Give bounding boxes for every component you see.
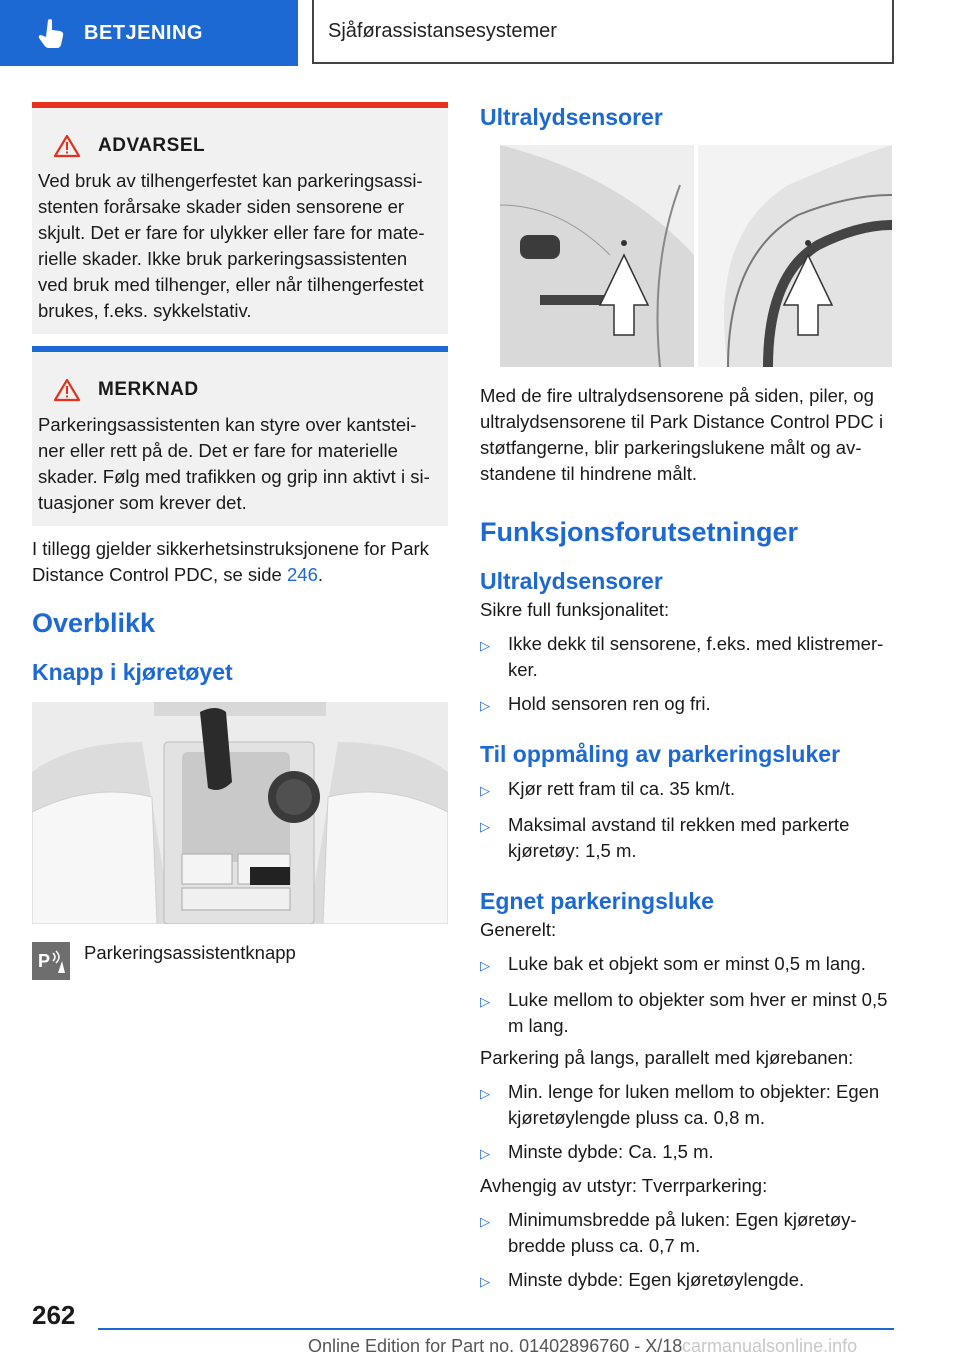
bullet-icon: ▷: [480, 783, 490, 798]
caution-icon: [54, 378, 80, 402]
suitable-gap-heading: Egnet parkeringsluke: [480, 888, 714, 914]
list-item: ▷ Min. lenge for luken mellom to objekter: Egen kjøretøylengde pluss ca. 0,8 m.: [480, 1079, 896, 1131]
note-title: MERKNAD: [98, 379, 199, 400]
prerequisites-intro: Sikre full funksjonalitet:: [480, 599, 670, 620]
bullet-icon: ▷: [480, 1146, 490, 1161]
bullet-icon: ▷: [480, 698, 490, 713]
list-item: ▷ Minste dybde: Egen kjøretøylengde.: [480, 1267, 896, 1295]
list-item: ▷ Ikke dekk til sensorene, f.eks. med klistremer‐ ker.: [480, 631, 896, 683]
chapter-title: BETJENING: [84, 21, 203, 44]
list-item: ▷ Luke bak et objekt som er minst 0,5 m lang.: [480, 951, 896, 979]
list-item: ▷ Hold sensoren ren og fri.: [480, 691, 896, 719]
bullet-icon: ▷: [480, 638, 490, 653]
edition-text: Online Edition for Part no. 01402896760 - X/18: [308, 1336, 683, 1356]
note-text: Parkeringsassistenten kan styre over kantstei‐ ner eller rett på de. Det er fare for materielle skader. Følg med trafikken og grip inn aktivt i si‐ tuasjoner som krever det.: [38, 414, 430, 513]
measurement-heading: Til oppmåling av parkeringsluker: [480, 741, 841, 767]
warning-icon: [54, 134, 80, 158]
chapter-tab: [0, 0, 298, 66]
sensors-heading: Ultralydsensorer: [480, 104, 663, 130]
bullet-icon: ▷: [480, 1086, 490, 1101]
warning-title: ADVARSEL: [98, 135, 206, 156]
prerequisites-subheading: Ultralydsensorer: [480, 568, 663, 594]
parallel-label: Parkering på langs, parallelt med kjørebanen:: [480, 1047, 854, 1068]
button-caption: Parkeringsassistentknapp: [84, 942, 296, 963]
console-image: [32, 702, 448, 924]
page-link[interactable]: 246: [287, 564, 318, 585]
warning-text: Ved bruk av tilhengerfestet kan parkeringsassi‐ stenten forårsake skader siden sensorene er skjult. Det er fare for ulykker eller fare for mate‐ rielle skader. Ikke bruk parkeringsassistenten ved bruk med tilhenger, eller når tilhengerfestet brukes, f.eks. sykkelstativ.: [38, 170, 425, 321]
list-item: ▷ Maksimal avstand til rekken med parkerte kjøretøy: 1,5 m.: [480, 812, 896, 864]
svg-text:P: P: [38, 951, 51, 971]
right-column: [480, 102, 896, 1295]
intro-text: I tillegg gjelder sikkerhetsinstruksjonene for Park Distance Control PDC, se side: [32, 538, 429, 585]
hand-pointer-icon: [38, 18, 66, 48]
watermark: carmanualsonline.info: [682, 1336, 858, 1356]
prerequisites-heading: Funksjonsforutsetninger: [480, 517, 799, 547]
intro-paragraph: [32, 536, 448, 588]
left-column: [32, 102, 448, 980]
bullet-icon: ▷: [480, 819, 490, 834]
sensors-image: [480, 145, 896, 367]
parking-assistant-icon: [32, 942, 70, 980]
general-label: Generelt:: [480, 919, 557, 940]
section-header: [312, 0, 894, 64]
list-item: ▷ Minste dybde: Ca. 1,5 m.: [480, 1139, 896, 1167]
footer-divider: [98, 1328, 894, 1330]
note-box: [32, 346, 448, 526]
bullet-icon: ▷: [480, 1274, 490, 1289]
section-title: Sjåførassistansesystemer: [328, 19, 557, 42]
bullet-icon: ▷: [480, 994, 490, 1009]
list-item: ▷ Kjør rett fram til ca. 35 km/t.: [480, 776, 896, 804]
cross-label: Avhengig av utstyr: Tverrparkering:: [480, 1175, 768, 1196]
page-number: 262: [32, 1300, 76, 1330]
list-item: ▷ Minimumsbredde på luken: Egen kjøretøy‐ bredde pluss ca. 0,7 m.: [480, 1207, 896, 1259]
bullet-icon: ▷: [480, 1214, 490, 1229]
button-caption-row: [32, 942, 448, 980]
list-item: ▷ Luke mellom to objekter som hver er minst 0,5 m lang.: [480, 987, 896, 1039]
bullet-icon: ▷: [480, 958, 490, 973]
sensors-text: Med de fire ultralydsensorene på siden, piler, og ultralydsensorene til Park Distance Control PDC i støtfangerne, blir parkeringslukene målt og av‐ standene til hindrene målt.: [480, 385, 884, 484]
warning-box: [32, 102, 448, 334]
overview-heading: Overblikk: [32, 608, 156, 638]
intro-end: .: [317, 564, 324, 585]
button-heading: Knapp i kjøretøyet: [32, 659, 233, 685]
